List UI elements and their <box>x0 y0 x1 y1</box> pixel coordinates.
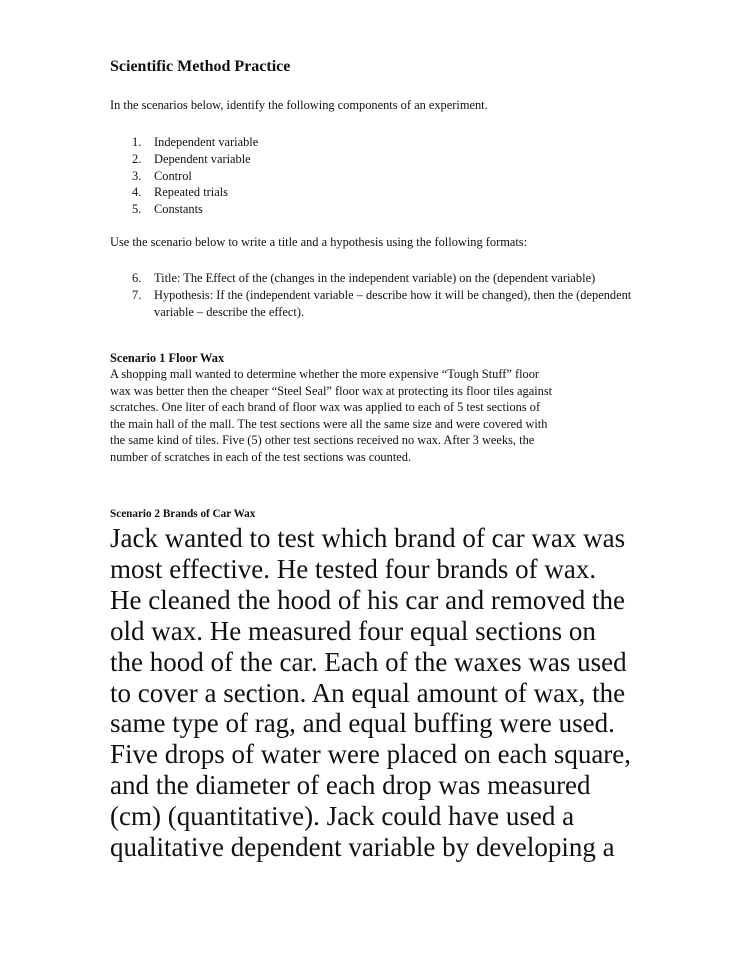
scenario2-heading: Scenario 2 Brands of Car Wax <box>110 508 256 520</box>
scenario2-line: He cleaned the hood of his car and removed the <box>110 584 626 615</box>
scenario1-line: the main hall of the mall. The test sections were all the same size and were covered with <box>110 416 548 431</box>
scenario1-heading: Scenario 1 Floor Wax <box>110 351 225 365</box>
scenario1-line: wax was better then the cheaper “Steel Seal” floor wax at protecting its floor tiles against <box>110 383 553 398</box>
list-number: 1. <box>132 135 142 149</box>
page-title: Scientific Method Practice <box>110 58 291 75</box>
scenario2-line: qualitative dependent variable by developing a <box>110 832 615 863</box>
list-label: Dependent variable <box>154 151 251 166</box>
scenario2-line: old wax. He measured four equal sections on <box>110 615 596 646</box>
formats-list <box>132 270 638 320</box>
list-item <box>132 151 258 168</box>
scenario2-line: same type of rag, and equal buffing were used. <box>110 708 615 739</box>
list-number: 7. <box>132 287 142 302</box>
scenario1-line: the same kind of tiles. Five (5) other test sections received no wax. After 3 weeks, the <box>110 433 535 448</box>
scenario2-line: (cm) (quantitative). Jack could have used a <box>110 801 575 832</box>
list-label: Repeated trials <box>154 185 228 200</box>
scenario2-line: to cover a section. An equal amount of wax, the <box>110 677 626 708</box>
scenario2-line: most effective. He tested four brands of wax. <box>110 553 597 584</box>
scenario2-line: the hood of the car. Each of the waxes was used <box>110 646 627 677</box>
scenario2-line: and the diameter of each drop was measured <box>110 770 591 801</box>
list-label: Independent variable <box>154 135 259 149</box>
list-number: 2. <box>132 151 142 166</box>
list-number: 3. <box>132 168 142 183</box>
components-list <box>132 134 258 218</box>
list-label: Control <box>154 168 192 183</box>
list-number: 6. <box>132 271 142 285</box>
formats-intro-paragraph: Use the scenario below to write a title and a hypothesis using the following formats: <box>110 235 528 249</box>
list-number: 5. <box>132 202 142 217</box>
scenario2-body <box>110 523 650 863</box>
scenario1-line: scratches. One liter of each brand of floor wax was applied to each of 5 test sections of <box>110 400 541 415</box>
list-item <box>132 287 638 321</box>
scenario1-line: number of scratches in each of the test sections was counted. <box>110 449 412 464</box>
list-item <box>132 270 638 287</box>
hypothesis-format: Hypothesis: If the (independent variable – describe how it will be changed), then the (dependent variable – describe the effect). <box>154 287 632 319</box>
scenario2-line: Jack wanted to test which brand of car wax was <box>110 523 626 553</box>
list-item <box>132 168 258 185</box>
title-format: Title: The Effect of the (changes in the independent variable) on the (dependent variable) <box>154 271 596 285</box>
list-item <box>132 184 258 201</box>
list-number: 4. <box>132 185 142 200</box>
scenario1-body <box>110 366 638 466</box>
intro-paragraph: In the scenarios below, identify the following components of an experiment. <box>110 98 488 112</box>
scenario1-line: A shopping mall wanted to determine whether the more expensive “Tough Stuff” floor <box>110 367 540 381</box>
list-item <box>132 201 258 218</box>
list-item <box>132 134 258 151</box>
scenario2-line: Five drops of water were placed on each square, <box>110 739 632 770</box>
list-label: Constants <box>154 202 203 217</box>
